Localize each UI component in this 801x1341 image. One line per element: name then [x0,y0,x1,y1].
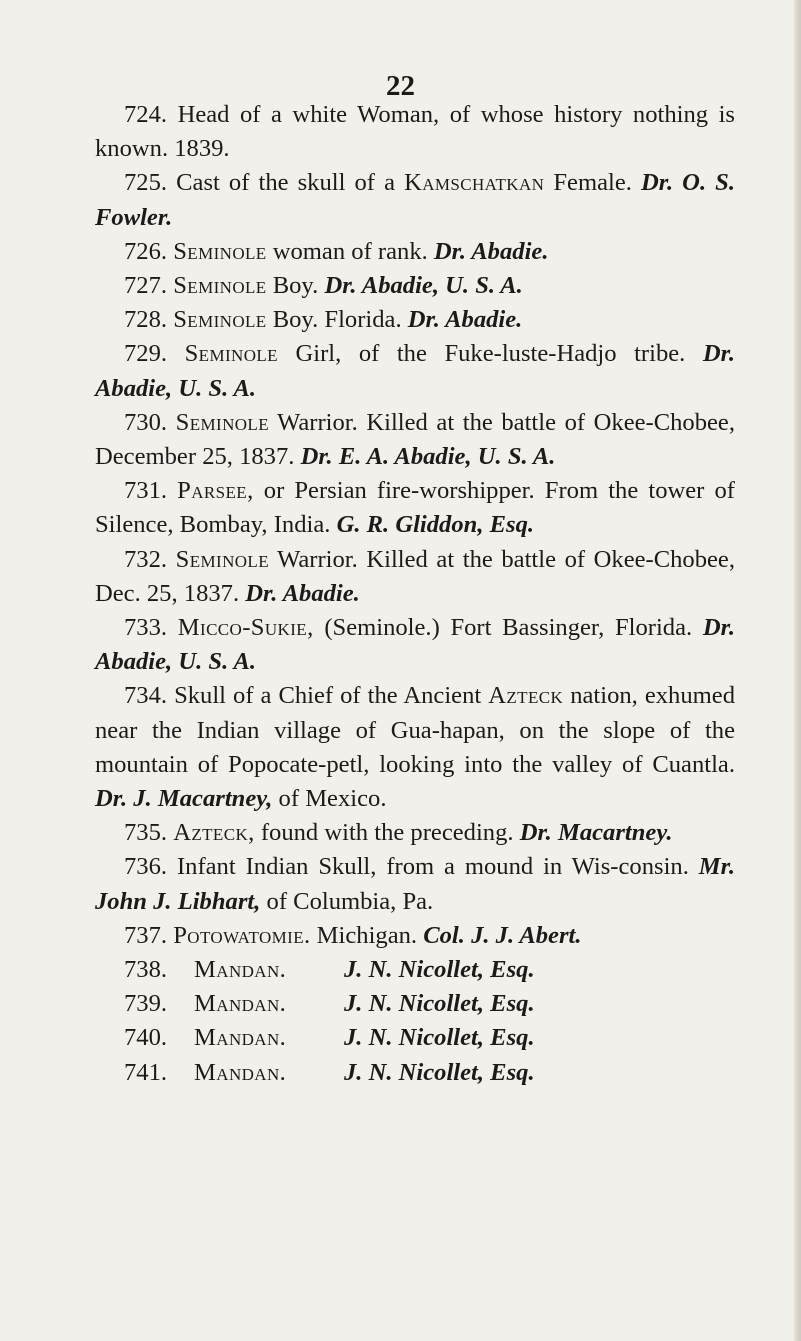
donor-name: J. N. Nicollet, Esq. [344,1058,535,1086]
tribe-name: Seminole [175,408,269,436]
donor-name: J. N. Nicollet, Esq. [344,956,535,984]
tribe-name: Micco-Sukie, [177,614,314,642]
donor-name: Mr. John J. Libhart, [95,853,735,915]
catalogue-entry: 738. Mandan. J. N. Nicollet, Esq. [95,953,735,987]
catalogue-entry: 734. Skull of a Chief of the Ancient Azteck nation, exhumed near the Indian village of Gua-hapan, on the slope of the mountain of Popocate-petl, looking into the valley of Cuantla. Dr. J. Macartney, of Mexico. [95,682,735,813]
tribe-name: Seminole [175,545,269,573]
tribe-name: Parsee, [177,477,254,505]
catalogue-entry: 725. Cast of the skull of a Kamschatkan Female. Dr. O. S. Fowler. [95,169,735,231]
donor-name: J. N. Nicollet, Esq. [344,990,535,1018]
tribe-name: Mandan. [194,956,287,984]
tribe-name: Seminole [173,272,267,300]
catalogue-entry: 736. Infant Indian Skull, from a mound in Wis-consin. Mr. John J. Libhart, of Columbia, Pa. [95,853,735,915]
catalogue-entry: 728. Seminole Boy. Florida. Dr. Abadie. [124,306,523,334]
catalogue-entry: 731. Parsee, or Persian fire-worshipper. From the tower of Silence, Bombay, India. G. R. Gliddon, Esq. [95,477,735,539]
catalogue-entry: 732. Seminole Warrior. Killed at the battle of Okee-Chobee, Dec. 25, 1837. Dr. Abadie. [95,545,735,607]
donor-name: Dr. Abadie. [245,579,360,607]
tribe-name: Azteck [488,682,564,710]
tribe-name: Potowatomie. [173,921,311,949]
donor-name: G. R. Gliddon, Esq. [336,511,535,539]
tribe-name: Seminole [184,340,278,368]
catalogue-entry: 730. Seminole Warrior. Killed at the battle of Okee-Chobee, December 25, 1837. Dr. E. A. Abadie, U. S. A. [95,408,735,471]
page-number: 22 [386,70,415,102]
page-edge [794,0,801,1341]
donor-name: Dr. Macartney. [519,819,673,847]
donor-name: Dr. Abadie, U. S. A. [95,614,735,676]
tribe-name: Seminole [173,237,267,265]
donor-name: Dr. Abadie, U. S. A. [324,272,523,300]
catalogue-entry: 733. Micco-Sukie, (Seminole.) Fort Bassinger, Florida. Dr. Abadie, U. S. A. [95,614,735,676]
catalogue-entry: 727. Seminole Boy. Dr. Abadie, U. S. A. [124,272,523,300]
donor-name: Dr. E. A. Abadie, U. S. A. [300,443,556,471]
catalogue-entries [95,98,735,1090]
catalogue-entry: 741. Mandan. J. N. Nicollet, Esq. [95,1056,735,1090]
catalogue-entry: 726. Seminole woman of rank. Dr. Abadie. [124,237,549,265]
donor-name: Dr. J. Macartney, [95,785,273,813]
catalogue-entry: 737. Potowatomie. Michigan. Col. J. J. Abert. [124,921,582,949]
donor-name: Col. J. J. Abert. [423,921,582,949]
catalogue-entry: 740. Mandan. J. N. Nicollet, Esq. [95,1021,735,1055]
tribe-name: Kamschatkan [404,169,545,197]
tribe-name: Mandan. [194,990,287,1018]
tribe-name: Mandan. [194,1058,287,1086]
catalogue-entry: 724. Head of a white Woman, of whose history nothing is known. 1839. [95,101,735,163]
tribe-name: Azteck, [173,819,255,847]
donor-name: Dr. O. S. Fowler. [95,169,735,231]
catalogue-entry: 735. Azteck, found with the preceding. Dr. Macartney. [124,819,673,847]
donor-name: Dr. Abadie. [433,237,549,265]
catalogue-entry: 739. Mandan. J. N. Nicollet, Esq. [95,987,735,1021]
tribe-name: Seminole [173,306,267,334]
tribe-name: Mandan. [194,1024,287,1052]
donor-name: Dr. Abadie. [407,306,523,334]
catalogue-entry: 729. Seminole Girl, of the Fuke-luste-Hadjo tribe. Dr. Abadie, U. S. A. [95,340,735,402]
donor-name: Dr. Abadie, U. S. A. [95,340,735,402]
donor-name: J. N. Nicollet, Esq. [344,1024,535,1052]
